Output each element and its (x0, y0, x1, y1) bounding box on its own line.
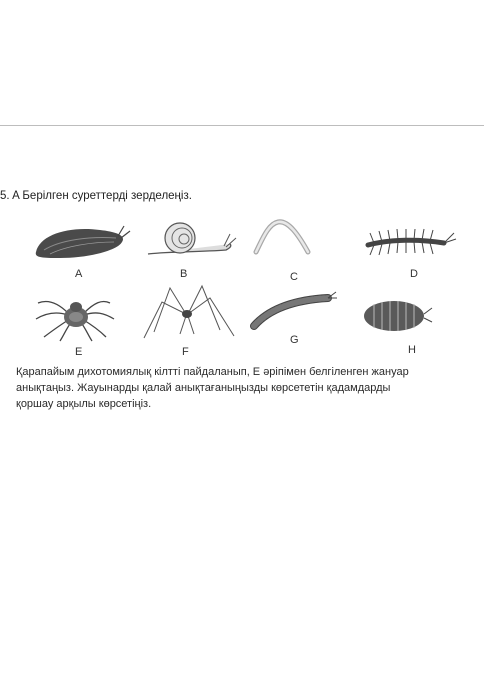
figure-label-b: B (180, 268, 188, 280)
horizontal-divider (0, 125, 484, 126)
instructions-line-1: Қарапайым дихотомиялық кілтті пайдаланып, Е әріпімен белгіленген жануар (16, 366, 409, 378)
figure-label-c: C (290, 271, 298, 283)
figure-c (248, 212, 358, 282)
figure-label-d: D (410, 268, 418, 280)
figure-g (248, 290, 358, 360)
question-title: 5. A Берілген суреттерді зерделеңіз. (0, 190, 192, 202)
millipede-icon (248, 290, 338, 335)
figure-e (30, 285, 140, 355)
figure-label-f: F (182, 346, 189, 358)
slug-icon (30, 212, 140, 267)
worm-icon (248, 212, 328, 267)
snail-icon (140, 212, 250, 267)
instructions-text (16, 364, 484, 412)
harvestman-icon (140, 282, 240, 344)
woodlouse-icon (356, 294, 436, 339)
instructions-line-2: анықтаңыз. Жауынарды қалай анықтағаныңызды көрсететін қадамдарды (16, 382, 391, 394)
centipede-icon (360, 215, 460, 265)
figure-f (140, 282, 250, 352)
spider-icon (30, 285, 120, 345)
figure-label-h: H (408, 344, 416, 356)
figure-label-e: E (75, 346, 83, 358)
instructions-line-3: қоршау арқылы көрсетіңіз. (16, 398, 152, 410)
figure-label-a: A (75, 268, 83, 280)
figure-label-g: G (290, 334, 299, 346)
figure-a (30, 212, 140, 282)
figure-b (140, 212, 250, 282)
